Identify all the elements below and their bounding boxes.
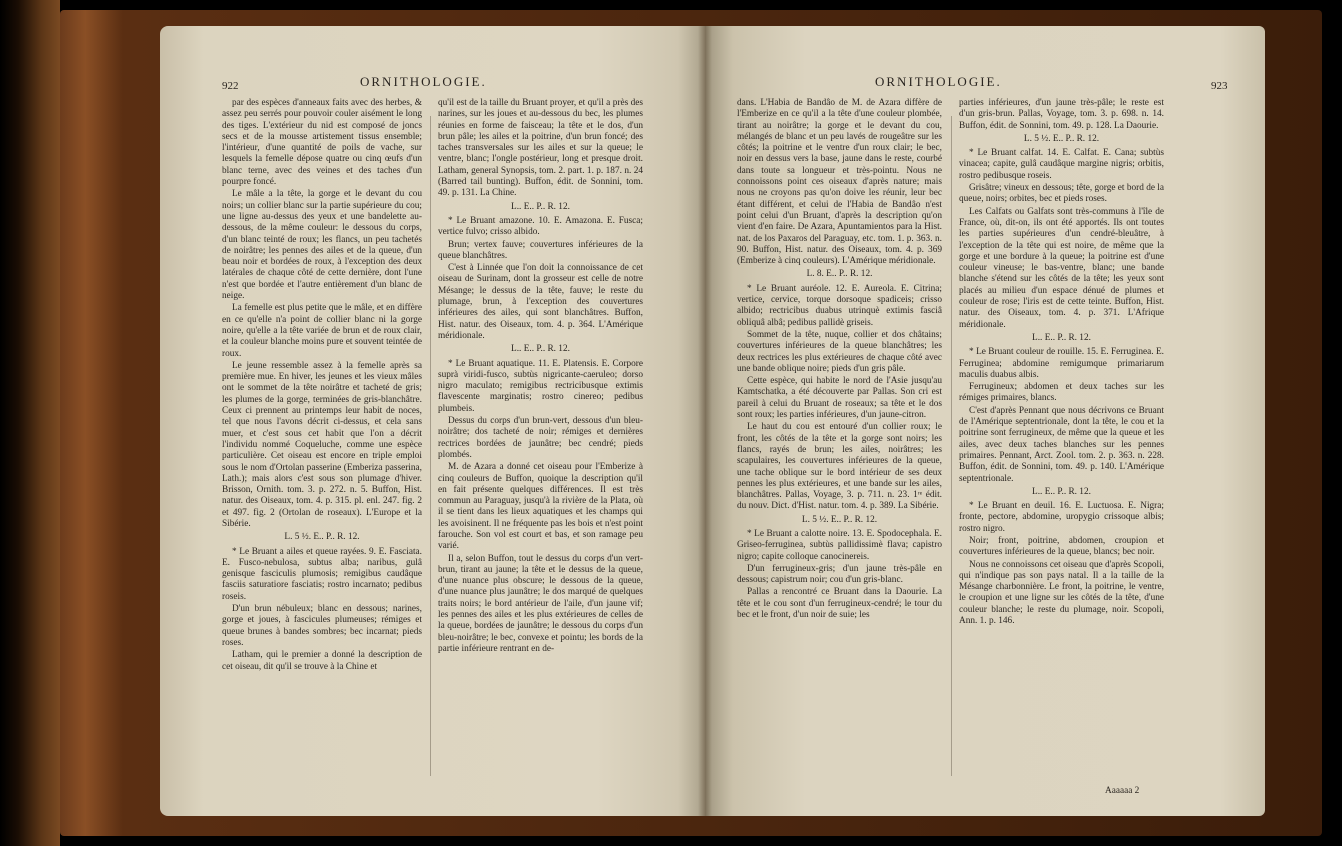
species-entry-heading: * Le Bruant couleur de rouille. 15. E. Ferruginea. E. Ferruginea; abdomine remigumque primariarum maculis duabus albis. (959, 347, 1164, 380)
column-rule (430, 116, 431, 776)
measurement-line: L.. E.. P.. R. 12. (1032, 332, 1091, 343)
paragraph: La femelle est plus petite que le mâle, et en diffère en ce qu'elle n'a point de collier blanc ni la gorge noire, qu'elle a la tête variée de brun et de roux clair, et la couleur blanche moins pure et souvent teintée de roux. (222, 303, 422, 359)
species-entry-heading: * Le Bruant amazone. 10. E. Amazona. E. Fusca; vertice fulvo; crisso albido. (438, 215, 643, 238)
measurement-line: L. 5 ½. E.. P.. R. 12. (1023, 133, 1100, 144)
paragraph: Noir; front, poitrine, abdomen, croupion et couvertures inférieures de la queue, blancs; bec noir. (959, 535, 1164, 558)
measurement-line: L. 8. E.. P.. R. 12. (806, 269, 873, 280)
page-number: 923 (1211, 80, 1228, 92)
paragraph: Nous ne connoissons cet oiseau que d'après Scopoli, qui n'indique pas son pays natal. Il a la taille de la Mésange charbonnière. Le front, la poitrine, le ventre, le croupion et une ligne sur les côtés de la tête, d'une couleur blanche; le reste du plumage, noir. Scopoli, Ann. 1. p. 146. (959, 559, 1164, 627)
scan-border (0, 0, 60, 846)
text-column-2 (959, 98, 1164, 628)
paragraph: par des espèces d'anneaux faits avec des herbes, & assez peu serrés pour pouvoir couler aisément le long des tiges. L'extérieur du nid est composé de joncs secs et de la mousse artistement tissus ensemble; l'intérieur, d'une quantité de poils de vache, sur lesquels la femelle dépose quatre ou cinq œufs d'un blanc terne, avec des veines et des taches d'un pourpre foncé. (222, 98, 422, 188)
paragraph: Cette espèce, qui habite le nord de l'Asie jusqu'au Kamtschatka, a été découverte par Pallas. Son cri est pareil à celui du Bruant de roseaux; sa tête et le dos sont roux; les parties inférieures, d'un jaune-citron. (737, 376, 942, 421)
paragraph: C'est d'après Pennant que nous décrivons ce Bruant de l'Amérique septentrionale, dont la tête, le cou et la poitrine sont ferrugineux, de même que la queue et les ailes, avec deux taches blanches sur les pennes primaires. Pennant, Arct. Zool. tom. 2. p. 363. n. 228. Buffon, édit. de Sonnini, tom. 49. p. 140. L'Amérique septentrionale. (959, 405, 1164, 484)
right-page (705, 26, 1265, 816)
paragraph: Grisâtre; vineux en dessous; tête, gorge et bord de la queue, noirs; orbites, bec et pieds roses. (959, 183, 1165, 205)
paragraph: Pallas a rencontré ce Bruant dans la Daourie. La tête et le cou sont d'un ferrugineux-cendré; le tour du bec et le front, d'un noir de suie; les (737, 587, 942, 621)
page-number: 922 (222, 80, 239, 92)
measurement-line: L. 5 ½. E.. P.. R. 12. (801, 514, 878, 525)
text-column-1 (222, 98, 422, 674)
paragraph: Latham, qui le premier a donné la description de cet oiseau, dit qu'il se trouve à la Chine et (222, 650, 422, 672)
paragraph: M. de Azara a donné cet oiseau pour l'Emberize à cinq couleurs de Buffon, quoique la description qu'il en fait présente quelques différences. Il est très commun au Paraguay, jusqu'à la rivière de la Plata, où il se tient dans les lieux aquatiques et les champs qui les avoisinent. Il ne fréquente pas les bois et n'est point farouche. Son vol est court et bas, et son ramage peu varié. (438, 462, 643, 552)
column-rule (951, 116, 952, 776)
paragraph: Le mâle a la tête, la gorge et le devant du cou noirs; un collier blanc sur la partie supérieure du cou; une ligne au-dessus des yeux et une bandelette au-dessous, de la même couleur: le dessous du corps, d'un blanc teinté de roux; les flancs, un peu tachetés de noirâtre; les pennes des ailes et de la queue, d'un beau noir et bordées de roux, à l'exception des deux latérales de chaque côté de cette dernière, dont l'une n'est que bordée et l'autre entièrement d'un blanc de neige. (222, 189, 422, 302)
paragraph: Les Calfats ou Galfats sont très-communs à l'île de France, où, dit-on, ils ont été apportés. Ils ont toutes les parties supérieures d'un cendré-bleuâtre, à l'exception de la tête qui est noire, de même que la gorge et une bordure à la queue; la poitrine est d'une couleur vineuse; le bas-ventre, blanc; une bande blanche s'étend sur les côtés de la tête; les yeux sont placés au milieu d'un espace dénué de plumes et couleur de rose; l'iris est de cette teinte. Buffon, Hist. natur. des Oiseaux, tom. 4. p. 371. L'Afrique méridionale. (959, 206, 1164, 330)
paragraph: Sommet de la tête, nuque, collier et dos châtains; couvertures inférieures de la queue blanchâtres; les deux rectrices les plus extérieures de chaque côté avec une bande oblique noire; pieds d'un gris pâle. (737, 329, 942, 374)
text-column-2 (438, 98, 643, 656)
species-entry-heading: * Le Bruant aquatique. 11. E. Platensis. E. Corpore suprà viridi-fusco, subtùs nigricante-caeruleo; dorso nigro maculato; remigibus rectricibusque extimis flavescente marginatis; rostro cinereo; pedibus plumbeis. (438, 358, 643, 414)
running-head: ORNITHOLOGIE. (360, 74, 487, 89)
paragraph: Ferrugineux; abdomen et deux taches sur les rémiges primaires, blancs. (959, 382, 1164, 404)
measurement-line: L.. E.. P.. R. 12. (1032, 486, 1091, 497)
measurement-line: L.. E.. P.. R. 12. (511, 344, 570, 355)
species-entry-heading: * Le Bruant a ailes et queue rayées. 9. E. Fasciata. E. Fusco-nebulosa, subtus alba; naribus, gulâ genisque fasciculis plumosis; remigibus caudâque fasciis saturatiore fasciatis; rostro incarnato; pedibus roseis. (222, 546, 422, 602)
species-entry-heading: * Le Bruant calfat. 14. E. Calfat. E. Cana; subtùs vinacea; capite, gulâ caudâque margine nigris; orbitis, rostro pedibusque roseis. (959, 148, 1164, 181)
paragraph: parties inférieures, d'un jaune très-pâle; le reste est d'un gris-brun. Pallas, Voyage, tom. 3. p. 698. n. 14. Buffon, édit. de Sonnini, tom. 49. p. 128. La Daourie. (959, 98, 1164, 131)
paragraph: D'un ferrugineux-gris; d'un jaune très-pâle en dessous; capistrum noir; cou d'un gris-blanc. (737, 563, 942, 586)
paragraph: Dessus du corps d'un brun-vert, dessous d'un bleu-noirâtre; dos tacheté de noir; rémiges et dernières rectrices bordées de jaunâtre; bec cendré; pieds plombés. (438, 416, 643, 460)
paragraph: qu'il est de la taille du Bruant proyer, et qu'il a près des narines, sur les joues et au-dessous du bec, les plumes réunies en forme de faisceau; la tête et le dos, d'un brun pâle; les ailes et la poitrine, d'un brun foncé; des taches transversales sur les ailes et sur la queue; le ventre, blanc; l'ongle postérieur, long et presque droit. Latham, general Synopsis, tom. 2. part. 1. p. 187. n. 24 (Barred tail bunting). Buffon, édit. de Sonnini, tom. 49. p. 131. La Chine. (438, 98, 643, 199)
species-entry-heading: * Le Bruant a calotte noire. 13. E. Spodocephala. E. Griseo-ferruginea, subtùs pallidissimè flava; capistro nigro; capite colloque canocinereis. (737, 528, 942, 562)
paragraph: Le jeune ressemble assez à la femelle après sa première mue. En hiver, les jeunes et les vieux mâles ont le sommet de la tête noirâtre et tacheté de gris; les plumes de la gorge, terminées de gris-blanchâtre. Ceux ci prennent au printemps leur habit de noces, tel que nous l'avons décrit ci-dessus, et cela sans muer, et c'est sous cet habit que l'on a décrit l'individu nommé Coqueluche, comme une espèce particulière. Cet oiseau est encore en triple emploi sous le nom d'Ortolan passerine (Emberiza passerina, Lath.); mais alors c'est sous son plumage d'hiver. Brisson, Ornith. tom. 3. p. 272. n. 5. Buffon, Hist. natur. des Oiseaux, tom. 4. p. 315. pl. enl. 247. fig. 2 et 497. fig. 2 (Ortolan de roseaux). L'Europe et la Sibérie. (222, 360, 422, 529)
measurement-line: L.. E.. P.. R. 12. (511, 201, 570, 212)
paragraph: Brun; vertex fauve; couvertures inférieures de la queue blanchâtres. (438, 239, 643, 261)
paragraph: dans. L'Habia de Bandâo de M. de Azara diffère de l'Emberize en ce qu'il a la tête d'une couleur plombée, tirant au noirâtre; la gorge et le devant du cou, mélangés de blanc et un peu lavés de rougeâtre sur les côtés; la poitrine et le ventre d'un roux clair; le bec, noir en dessus vers la base, jaune dans le reste, courbé dans toute sa longueur et très-pointu. Nous ne connoissons point ces oiseaux d'après nature; mais nous ne croyons pas qu'on doive les réunir, leur bec étant différent, et celui de l'Habia de Bandâo n'est point celui d'un Bruant, d'après la description qu'on vient d'en faire. De Azara, Apuntamientos para la Hist. nat. de los Paxaros del Paraguay, etc. tom. 1. p. 363. n. 90. Buffon, Hist. natur. des Oiseaux, tom. 4. p. 369 (Emberize à cinq couleurs). L'Amérique méridionale. (737, 98, 942, 267)
paragraph: Il a, selon Buffon, tout le dessus du corps d'un vert-brun, tirant au jaune; la tête et le dessus de la queue, d'une nuance plus obscure; le dessous de la queue, d'une nuance plus jaunâtre; le dos marqué de quelques traits noirs; le bord antérieur de l'aile, d'un jaune vif; les pennes des ailes et les plus extérieures de celles de la queue, bordées de jaunâtre; le dessous du corps d'un bleu-noirâtre; le bec, convexe et pointu; les bords de la partie inférieure rentrant en de- (438, 553, 643, 654)
book-gutter (698, 26, 712, 816)
signature-mark: Aaaaaa 2 (1105, 786, 1140, 796)
species-entry-heading: * Le Bruant en deuil. 16. E. Luctuosa. E. Nigra; fronte, pectore, abdomine, uropygio crissoque albis; rostro nigro. (959, 501, 1164, 534)
measurement-line: L. 5 ½. E.. P.. R. 12. (284, 532, 360, 543)
species-entry-heading: * Le Bruant auréole. 12. E. Aureola. E. Citrina; vertice, cervice, torque dorsoque spadiceis; crisso albido; rectricibus duabus utrinquè extimis fasciâ obliquâ albâ; pedibus pallidè griseis. (737, 283, 942, 328)
paragraph: D'un brun nébuleux; blanc en dessous; narines, gorge et joues, à fascicules plumeuses; rémiges et queue brunes à bandes sombres; bec incarnat; pieds roses. (222, 604, 422, 648)
paragraph: Le haut du cou est entouré d'un collier roux; le front, les côtés de la tête et la gorge sont noirs; les flancs, rayés de brun; les ailes, noirâtres; les scapulaires, les couvertures inférieures de la queue, une tache oblique sur le bord intérieur de ses deux pennes les plus extérieures, et une bande sur les ailes, blanchâtres. Pallas, Voyage, 3. p. 711. n. 23. 1ʳᵉ édit. du nouv. Dict. d'Hist. natur. tom. 4. p. 389. La Sibérie. (737, 422, 942, 512)
left-page (160, 26, 705, 816)
paragraph: C'est à Linnée que l'on doit la connoissance de cet oiseau de Surinam, dont la grosseur est celle de notre Mésange; le dessus de la tête, fauve; le reste du plumage, brun, à l'exception des couvertures inférieures des ailes, qui sont blanchâtres. Buffon, Hist. natur. des Oiseaux, tom. 4. p. 364. L'Amérique méridionale. (438, 263, 643, 341)
running-head: ORNITHOLOGIE. (875, 74, 1002, 89)
text-column-1 (737, 98, 942, 622)
